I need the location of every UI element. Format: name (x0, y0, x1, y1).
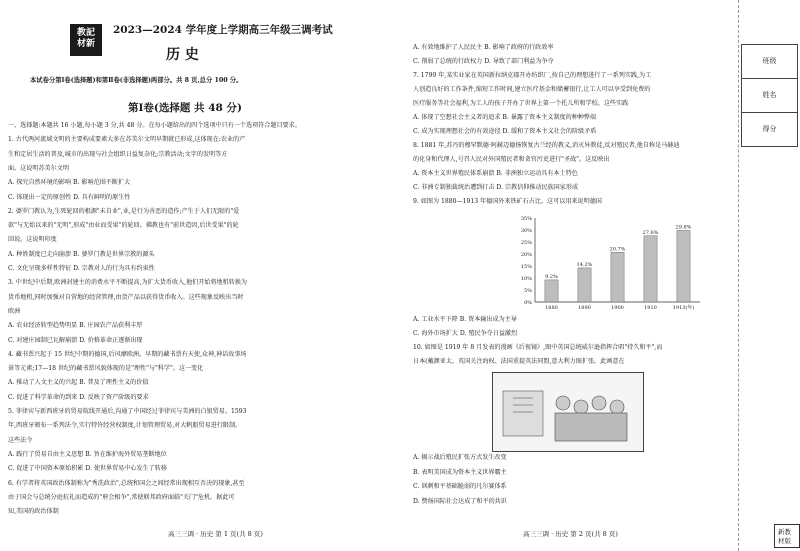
publisher-logo: 教記 材新 (70, 24, 102, 56)
text-line: C. 文化呈现多样性特征 D. 宗教对人的行为具有约束性 (8, 265, 155, 272)
text-line: 欲"与无始以来的"无明",形成"由业而受果"的轮回。佛教也有"前世造因,后世受果"的轮 (8, 222, 239, 230)
text-line: C. 对建庄园制已瓦解崩溃 D. 价格革命正逐渐出现 (8, 336, 143, 344)
exam-page-2 (413, 0, 778, 551)
text-line: A. 有效地维护了人民民主 B. 影响了政府的行政效率 (413, 44, 554, 51)
text-line: 9. 如图为 1880—1913 年德国外来铁矿石占比。这可以用来说明德国 (413, 198, 602, 205)
text-line: A. 揭示战后殖民扩张方式发生改变 (413, 454, 507, 461)
text-line: 日本(戴颜亚太、英国关注海权、法国重提英法同盟,意大利力图扩张。此画意在 (413, 358, 625, 365)
data-label: 14.2% (576, 261, 593, 268)
text-line: C. 促进了中国资本原始积累 D. 使世界贸易中心发生了转移 (8, 465, 167, 473)
y-tick-label: 0% (524, 300, 532, 306)
class-field[interactable]: 班级 (742, 45, 797, 79)
text-line: C. 体现出一定的原创性 D. 具有鲜明的原生性 (8, 193, 131, 201)
iron-ore-chart (513, 210, 713, 315)
x-tick-label: 1900 (611, 305, 624, 311)
name-field[interactable]: 姓名 (742, 79, 797, 113)
bar (611, 252, 624, 302)
y-tick-label: 5% (524, 288, 532, 294)
text-line: C. 削弱了总统的行政权力 D. 导致了部门利益为争夺 (413, 58, 554, 65)
score-field[interactable]: 得分 (762, 126, 777, 133)
x-tick-label: 1910 (644, 305, 657, 311)
text-line: 一、选择题:本题共 16 小题,每小题 3 分,共 48 分。在每小题给出的四个选项中只有一个选项符合题目要求。 (8, 122, 301, 129)
bar (578, 268, 591, 302)
x-tick-label: 1880 (545, 305, 558, 311)
text-line: 年,西班牙颁布一系列法令,实行特许经营权制度,计划管理贸易,对大帆船贸易进行限制。 (8, 422, 242, 430)
y-tick-label: 10% (520, 276, 532, 282)
text-line: 面。这说明苏美尔文明 (8, 164, 69, 172)
y-tick-label: 25% (520, 240, 532, 246)
text-line: 4. 藏书票兴起于 15 世纪中期的德国,后风靡欧洲。早期的藏书票有天使,众神,神话故事场 (8, 350, 247, 358)
text-line: 1. 古代两河流域文明的主要构成要素大多在苏美尔文明早期就已形成,这体现在:农业的产 (8, 136, 246, 144)
text-line: A. 探究自然环境的影响 B. 影响范围不断扩大 (8, 179, 131, 187)
text-line: 2. 婆罗门教认为,生死轮回的根源"未自业",业,是行为善恶的造作;产生于人们无限的"爱 (8, 207, 240, 215)
text-line: C. 海外市场扩大 D. 殖民争夺日益激烈 (413, 330, 518, 337)
x-tick-label: 1913(年) (672, 305, 695, 311)
section-title: 第Ⅰ卷(选择题 共 48 分) (128, 102, 242, 114)
y-tick-label: 15% (520, 264, 532, 270)
bar (545, 280, 558, 302)
text-line: C. 讽刺和平基础脆弱的凡尔赛体系 (413, 483, 507, 490)
text-line: C. 成为实现理想社会的有效途径 D. 缓和了资本主义社会的阶级矛盾 (413, 128, 597, 135)
text-line: 这些法令 (8, 436, 33, 444)
text-line: 8. 1881 年,苏丹的穆罕默德·阿赫迈德扬恢复古兰经的教义,消灭异教徒,反对殖民者,他自称是马赫迪 (413, 142, 680, 149)
text-line: 10. 如图是 1919 年 8 月发表的漫画《后视镜》,图中英国总统威尔逊指挥合唱"持久和平",而 (413, 344, 663, 351)
text-line: 欧洲 (8, 307, 21, 315)
text-line: A. 农业经济转型趋势明显 B. 庄园农产品获利丰厚 (8, 322, 143, 330)
x-tick-label: 1890 (578, 305, 591, 311)
text-line: A. 资本主义世界殖民体系崩溃 B. 非洲独立运动具有本土特色 (413, 170, 578, 177)
text-line: A. 体现了空想社会主义者的追求 B. 暴露了资本主义制度的种种弊端 (413, 114, 597, 121)
subject-title: 历 史 (166, 47, 199, 63)
instructions: 本试卷分第Ⅰ卷(选择题)和第Ⅱ卷(非选择题)两部分。共 8 页,总分 100 分。 (30, 77, 243, 84)
text-line: 5. 菲律宾与新西班牙的贸易航线开通后,沟通了中国经过菲律宾与美洲的白银贸易。1593 (8, 408, 247, 415)
text-line: C. 非洲专制独裁统治遭到打击 D. 宗教信仰推动民族国家形成 (413, 184, 579, 191)
text-line: 7. 1799 年,某实业家在英国新拉纳克郡开办纺织厂,按自己的理想进行了一系列实践,为工 (413, 72, 652, 79)
text-line: 景等元素;17—18 世纪的藏书票风貌体现的是"理性"与"科学"。这一变化 (8, 365, 204, 373)
text-line: A. 工业水平下降 B. 资本输出成为主导 (413, 316, 517, 323)
text-line: 的化身和代理人,号召人民对外国殖民者和贪官污吏进行"圣战"。这反映出 (413, 156, 610, 163)
text-line: A. 种姓制度已走向崩溃 B. 婆罗门教是世界宗教的源头 (8, 250, 155, 258)
text-line: 回说。这说明印度 (8, 236, 57, 244)
student-info-box (741, 44, 798, 147)
text-line: 知,美国的政治体制 (8, 508, 59, 516)
text-line: B. 表明美国成为资本主义世界霸主 (413, 468, 507, 476)
text-line: 生和定居生活的普及,城市的出现与社会组织日益复杂化;宗教活动;文字的发明等方 (8, 150, 228, 158)
text-line: A. 推动了人文主义的兴起 B. 普及了理性主义的价值 (8, 379, 149, 387)
text-line: 由于国会与总统分庭抗礼而造成的"府会相争",常使联邦政府面临"关门"危机。据此可 (8, 493, 235, 501)
bar (644, 236, 657, 302)
data-label: 27.6% (642, 229, 659, 236)
exam-page-1 (8, 0, 373, 551)
text-line: 货币地租,同时加强对自营地的经营管理,由货产品以获得货币收入。这些现象反映出当时 (8, 293, 244, 301)
y-tick-label: 35% (520, 216, 532, 222)
page-footer: 高三三调 · 历史 第 1 页(共 8 页) (168, 530, 263, 538)
text-line: 人创造良好的工作条件,缩短工作时间,建立医疗基金和储蓄银行,让工人可以享受到免费的 (413, 86, 651, 93)
exam-title: 2023—2024 学年度上学期高三年级三调考试 (113, 24, 333, 36)
page-footer: 高三三调 · 历史 第 2 页(共 8 页) (523, 530, 618, 538)
data-label: 20.7% (609, 246, 626, 253)
text-line: 医疗服务等社会福利,为工人的孩子开办了世界上第一个托儿所和学校。这些实践 (413, 100, 629, 107)
data-label: 9.2% (545, 273, 558, 280)
cartoon-image (492, 372, 644, 452)
y-tick-label: 30% (520, 228, 532, 234)
text-line: 3. 中世纪中后期,欧洲封建主的消费水平不断提高,为扩大货币收入,他们开始将地租转换为 (8, 279, 248, 287)
text-line: D. 赞扬国际社会达成了和平的共识 (413, 497, 507, 505)
text-line: C. 促进了科学革命的到来 D. 反映了资产阶级的要求 (8, 393, 149, 401)
edition-badge: 新教材版 (774, 524, 800, 548)
y-tick-label: 20% (520, 252, 532, 258)
data-label: 29.8% (675, 224, 692, 231)
text-line: 6. 有学者将英国政治体制称为"秀洗政治",总统和国会之间经常出现相互否决的现象,甚至 (8, 479, 245, 487)
text-line: A. 践行了贸易自由主义思想 B. 旨在维护海外贸易垄断地位 (8, 450, 167, 458)
bar (677, 230, 690, 302)
